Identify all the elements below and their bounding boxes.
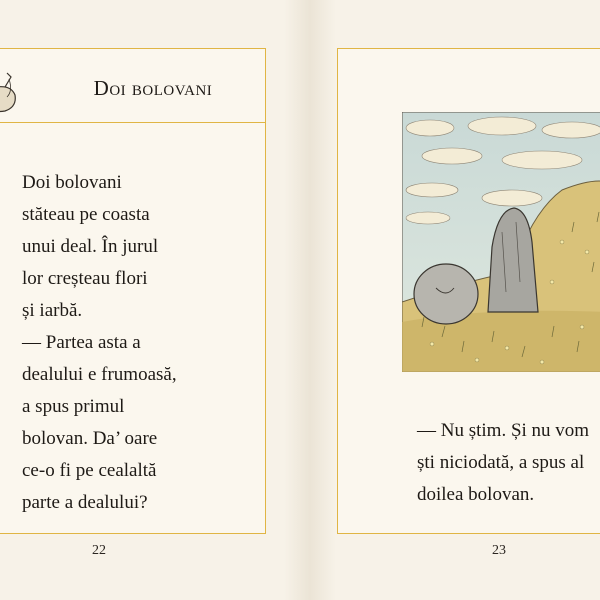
text-line: ști niciodată, a spus al	[417, 452, 585, 473]
left-page-text	[22, 167, 252, 519]
text-line: bolovan. Da’ oare	[22, 428, 158, 449]
text-line: a spus primul	[22, 396, 125, 417]
book-gutter	[284, 0, 336, 600]
text-line: ce-o fi pe cealaltă	[22, 460, 157, 481]
two-boulders-illustration	[402, 112, 600, 372]
text-line: și iarbă.	[22, 300, 83, 321]
right-page	[337, 48, 600, 534]
text-line: lor creșteau flori	[22, 268, 148, 289]
text-line: stăteau pe coasta	[22, 204, 150, 225]
text-line: unui deal. În jurul	[22, 236, 159, 257]
right-page-text	[417, 415, 600, 511]
text-line: dealului e frumoasă,	[22, 364, 177, 385]
left-page	[0, 48, 266, 534]
text-line: doilea bolovan.	[417, 484, 535, 505]
text-line: parte a dealului?	[22, 492, 148, 513]
chapter-title: Doi bolovani	[93, 76, 213, 100]
left-page-number: 22	[92, 543, 106, 558]
chapter-title-bar	[0, 49, 265, 123]
right-page-number: 23	[492, 543, 506, 558]
text-line: — Nu știm. Și nu vom	[417, 420, 590, 441]
text-line: Doi bolovani	[22, 172, 122, 193]
text-line: — Partea asta a	[22, 332, 141, 353]
